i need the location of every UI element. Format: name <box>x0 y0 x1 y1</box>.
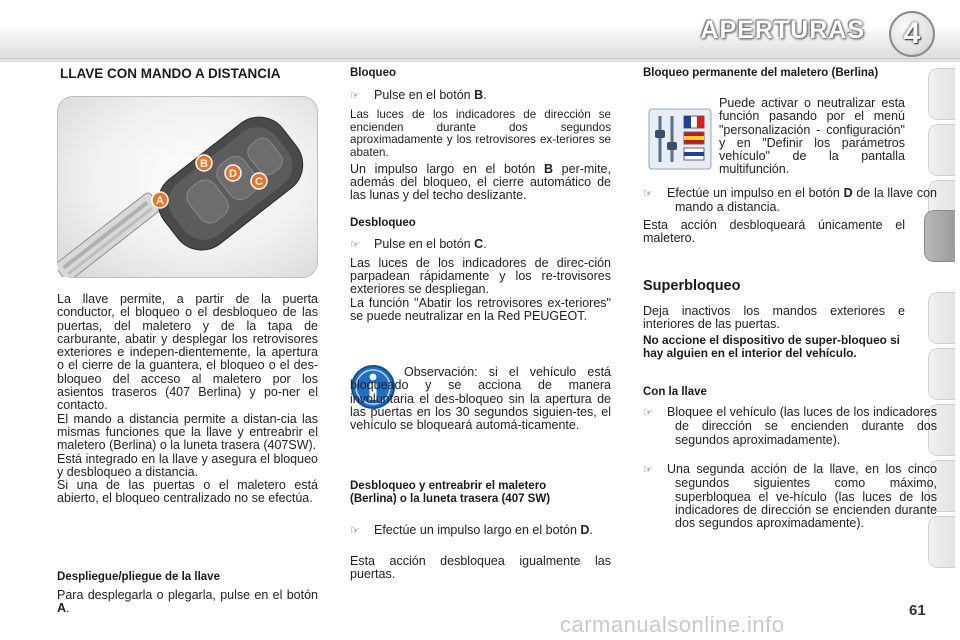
hand-pointer-icon: ☞ <box>350 90 360 102</box>
watermark: carmanualsonline.info <box>560 612 785 637</box>
fold-text: Para desplegarla o plegarla, pulse en el botón <box>57 588 318 602</box>
bloqueo-heading: Bloqueo <box>350 67 396 79</box>
bloqueo-paragraph: Las luces de los indicadores de dirección se encienden durante dos segundos aproximadamente y los retrovisores ex-teriores se abaten. <box>350 108 611 160</box>
bloqueo-end: . <box>483 88 487 102</box>
middle-column-top <box>350 67 611 323</box>
intro-paragraph: Si una de las puertas o el maletero está abierto, el bloqueo centralizado no se efectúa. <box>57 478 318 506</box>
chapter-number-badge: 4 <box>889 11 935 57</box>
bloqueo-p2-key: B <box>543 161 553 176</box>
superlock-heading: Superbloqueo <box>643 278 741 294</box>
remote-key-icon <box>58 97 317 277</box>
chapter-tab[interactable] <box>928 124 955 176</box>
fold-heading: Despliegue/pliegue de la llave <box>57 571 220 583</box>
hand-pointer-icon: ☞ <box>350 525 360 537</box>
hand-pointer-icon: ☞ <box>643 188 653 200</box>
reopen-bullet-text: Efectúe un impulso largo en el botón <box>374 523 581 537</box>
with-key-heading: Con la llave <box>643 386 707 398</box>
with-key-b2-text: Una segunda acción de la llave, en los cinco segundos siguientes como máximo, superbloquea el ve-hículo (las luces de los indicadores de dirección se encienden durante dos segundos aproximadamente). <box>667 462 937 531</box>
fold-key: A <box>57 601 67 616</box>
reopen-paragraph: Esta acción desbloquea igualmente las puertas. <box>350 554 611 582</box>
desbloqueo-paragraph-2: La función "Abatir los retrovisores ex-teriores" se puede neutralizar en la Red PEUGEOT. <box>350 295 611 324</box>
remote-key-illustration <box>57 96 318 278</box>
header-divider <box>0 58 960 61</box>
with-key-bullet-2 <box>643 463 937 530</box>
intro-paragraph: La llave permite, a partir de la puerta conductor, el bloqueo o el desbloqueo de las puertas, del maletero y de la tapa de carburante, abatir y desplegar los retrovisores exteriores e indepen-dientemente, la apertura o el cierre de la guantera, el bloqueo o el des-bloqueo del acceso al maletero por los asientos traseros (407 Berlina) y po-ner el contacto. <box>57 292 318 413</box>
reopen-key: D <box>580 523 590 537</box>
bloqueo-bullet <box>350 89 611 103</box>
superlock-paragraph: Deja inactivos los mandos exteriores e interiores de las puertas. <box>643 304 905 332</box>
chapter-tab-active[interactable] <box>924 210 955 262</box>
page-number: 61 <box>909 602 926 619</box>
fold-paragraph <box>57 589 318 616</box>
perm-bullet-text: Efectúe un impulso en el botón <box>667 186 844 200</box>
intro-paragraph: Está integrado en la llave y asegura el bloqueo y desbloqueo a distancia. <box>57 451 318 479</box>
left-column-text <box>57 293 318 506</box>
superlock-warning: No accione el dispositivo de super-bloqueo si hay alguien en el interior del vehículo. <box>643 333 900 360</box>
bloqueo-bullet-text: Pulse en el botón <box>374 88 475 102</box>
desbloqueo-bullet-text: Pulse en el botón <box>374 236 475 251</box>
permanent-lock-paragraph-2: Esta acción desbloqueará únicamente el maletero. <box>643 218 905 246</box>
desbloqueo-end: . <box>483 236 487 251</box>
fold-end: . <box>66 601 70 616</box>
note-paragraph: Observación: si el vehículo está bloqueado y se acciona de manera involuntaria el des-bloqueo sin la apertura de las puertas en los 30 segundos siguien-tes, el vehículo se bloqueará automá-ticamente. <box>350 365 611 433</box>
perm-bullet-end: de la llave con mando a distancia. <box>675 186 937 215</box>
bloqueo-key: B <box>474 88 484 102</box>
chapter-tab[interactable] <box>928 68 955 120</box>
hand-pointer-icon: ☞ <box>643 464 653 476</box>
key-button-b-label: B <box>200 158 208 170</box>
permanent-lock-paragraph: Puede activar o neutralizar esta función pasando por el menú "personalización - configuración" y en "Definir los parámetros vehículo" de la pantalla multifunción. <box>719 96 905 177</box>
key-button-d-label: D <box>229 168 237 180</box>
key-button-a-label: A <box>156 195 164 207</box>
chapter-title: APERTURAS <box>700 16 865 44</box>
with-key-bullet-1 <box>643 406 937 447</box>
desbloqueo-bullet <box>350 238 611 252</box>
permanent-lock-heading: Bloqueo permanente del maletero (Berlina) <box>643 67 879 79</box>
bloqueo-p2-a: Un impulso largo en el botón <box>350 161 544 176</box>
intro-paragraph: El mando a distancia permite a distan-cia las mismas funciones que la llave y entreabrir el maletero (Berlina) o la luneta trasera (407SW). <box>57 411 318 453</box>
hand-pointer-icon: ☞ <box>643 407 653 419</box>
reopen-bullet <box>350 524 643 538</box>
desbloqueo-key: C <box>474 236 484 251</box>
perm-key: D <box>843 186 853 200</box>
key-button-c-label: C <box>255 176 263 188</box>
section-title: LLAVE CON MANDO A DISTANCIA <box>60 66 281 81</box>
bloqueo-p2-b: per-mite, además del bloqueo, el cierre automático de las lunas y del techo deslizante. <box>350 161 611 203</box>
desbloqueo-paragraph: Las luces de los indicadores de direc-ción parpadean rápidamente y los re-trovisores exteriores se despliegan. <box>350 255 611 297</box>
reopen-heading: Desbloqueo y entreabrir el maletero (Berlina) o la luneta trasera (407 SW) <box>350 480 551 505</box>
bloqueo-paragraph-2 <box>350 163 611 203</box>
with-key-b1-text: Bloquee el vehículo (las luces de los indicadores de dirección se encienden durante dos segundos aproximadamente). <box>667 405 937 447</box>
personalisation-settings-icon <box>648 108 712 170</box>
hand-pointer-icon: ☞ <box>350 238 360 251</box>
desbloqueo-heading: Desbloqueo <box>350 216 416 229</box>
permanent-lock-bullet <box>643 187 937 215</box>
chapter-tab[interactable] <box>928 292 955 344</box>
reopen-end: . <box>589 523 593 537</box>
chapter-tab[interactable] <box>928 348 955 400</box>
